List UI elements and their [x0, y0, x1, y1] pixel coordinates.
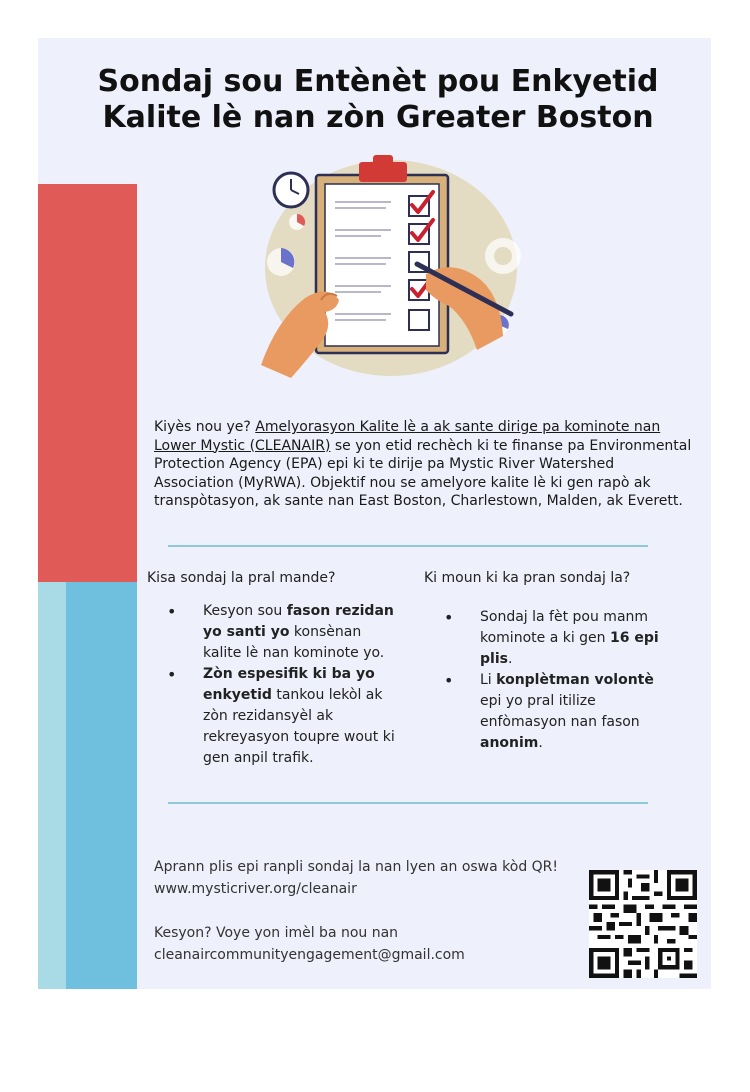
left-heading: Kisa sondaj la pral mande?	[147, 570, 336, 586]
cleanair-link[interactable]: Amelyorasyon Kalite lè a ak sante dirige pa kominote nan Lower Mystic (CLEANAIR)	[154, 419, 661, 454]
list-item: • Sondaj la fèt pou manm kominote a ki gen 16 epi plis.	[424, 607, 676, 670]
list-item: • Kesyon sou fason rezidan yo santi yo konsènan kalite lè nan kominote yo.	[147, 601, 397, 664]
left-column	[147, 568, 397, 769]
divider-top	[168, 545, 648, 547]
clock-icon	[274, 173, 308, 207]
intro-paragraph	[154, 418, 694, 511]
title-line-1: Sondaj sou Entènèt pou Enkyetid	[97, 64, 659, 99]
right-column	[424, 568, 676, 754]
footer-survey-text: Aprann plis epi ranpli sondaj la nan lyen an oswa kòd QR! www.mysticriver.org/cleanair	[154, 859, 559, 897]
list-item: • Li konplètman volontè epi yo pral itilize enfòmasyon nan fason anonim.	[424, 670, 676, 754]
red-side-bar	[38, 184, 137, 582]
qr-code[interactable]	[588, 870, 698, 978]
footer-contact-text: Kesyon? Voye yon imèl ba nou nan cleanaircommunityengagement@gmail.com	[154, 925, 465, 963]
footer	[154, 856, 584, 988]
flyer	[38, 38, 711, 989]
right-heading: Ki moun ki ka pran sondaj la?	[424, 570, 631, 586]
intro-lead: Kiyès nou ye?	[154, 419, 256, 435]
blue-side-bar	[66, 582, 137, 989]
list-item: • Zòn espesifik ki ba yo enkyetid tankou lekòl ak zòn rezidansyèl ak rekreyasyon toupre wout ki gen anpil trafik.	[147, 664, 397, 769]
divider-bottom	[168, 802, 648, 804]
title-line-2: Kalite lè nan zòn Greater Boston	[102, 100, 654, 135]
clipboard-checklist-illustration	[241, 150, 541, 380]
intro-rest: se yon etid rechèch ki te finanse pa Environmental Protection Agency (EPA) epi ki te dirije pa Mystic River Watershed Association (MyRWA). Objektif nou se amelyore kalite lè ki gen rapò ak transpòtasyon, ak sante nan East Boston, Charlestown, Malden, ak Everett.	[154, 437, 692, 509]
page-title	[78, 64, 678, 136]
